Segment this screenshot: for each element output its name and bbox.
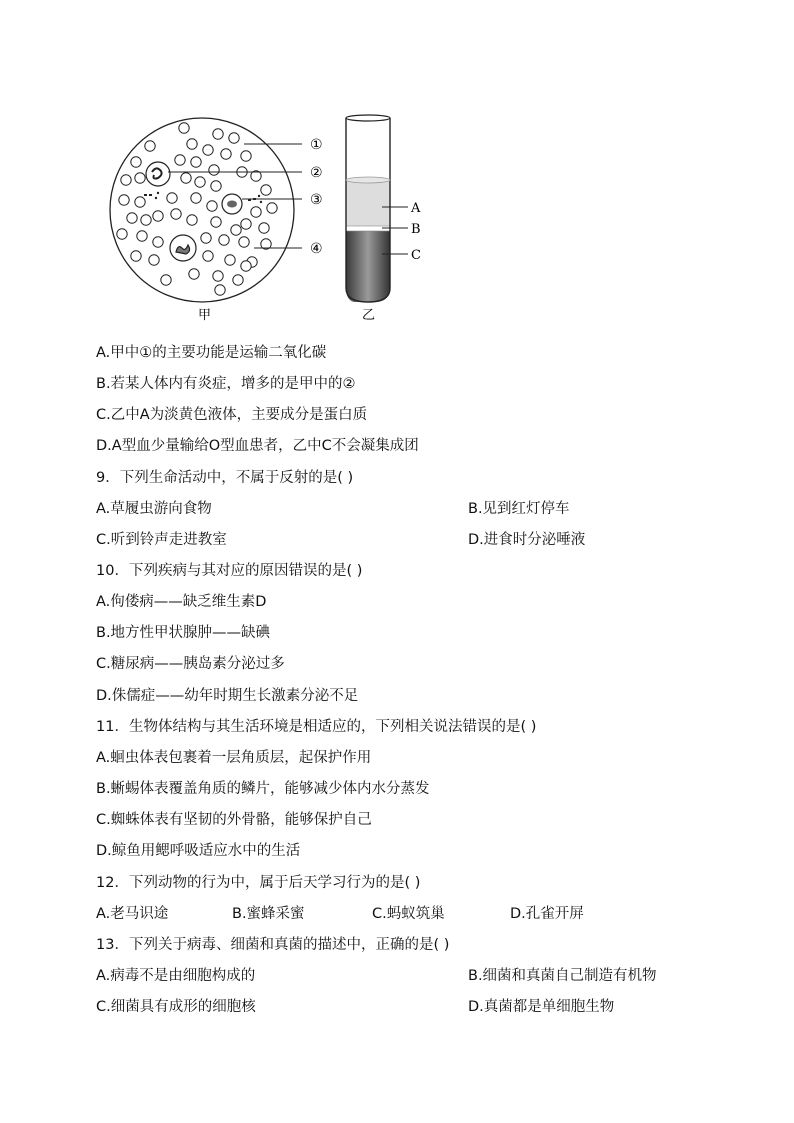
q8-option-b: B.若某人体内有炎症，增多的是甲中的② [96, 376, 356, 392]
q10-option-d: D.侏儒症——幼年时期生长激素分泌不足 [96, 688, 359, 704]
marker-2: ② [310, 165, 323, 181]
red-blood-cell [241, 151, 251, 161]
red-blood-cell [131, 157, 141, 167]
red-blood-cell [251, 207, 261, 217]
q11-option-b: B.蜥蜴体表覆盖角质的鳞片，能够减少体内水分蒸发 [96, 781, 430, 797]
q9-option-c: C.听到铃声走进教室 [96, 532, 227, 548]
q12-stem: 12．下列动物的行为中，属于后天学习行为的是( ) [96, 875, 421, 891]
q13-option-a: A.病毒不是由细胞构成的 [96, 968, 256, 984]
red-blood-cell [153, 237, 163, 247]
q9-options-row2 [96, 530, 696, 550]
q10-option-a: A.佝偻病——缺乏维生素D [96, 594, 267, 610]
caption-jia: 甲 [198, 308, 212, 323]
q9-option-a: A.草履虫游向食物 [96, 501, 212, 517]
tube-label-c: C [411, 248, 421, 263]
q13-options-row2 [96, 997, 696, 1017]
q10-option-b: B.地方性甲状腺肿——缺碘 [96, 625, 271, 641]
red-blood-cell [213, 271, 223, 281]
tube-label-a: A [411, 201, 421, 216]
white-blood-cell [146, 162, 170, 186]
red-blood-cell [191, 193, 201, 203]
red-blood-cell [175, 155, 185, 165]
red-blood-cell [211, 217, 221, 227]
red-blood-cell [203, 145, 213, 155]
q9-options-row1 [96, 499, 696, 519]
red-blood-cell [231, 225, 241, 235]
red-blood-cell [153, 211, 163, 221]
q13-option-b: B.细菌和真菌自己制造有机物 [468, 968, 657, 984]
red-blood-cell [187, 215, 197, 225]
q8-option-c: C.乙中A为淡黄色液体，主要成分是蛋白质 [96, 407, 368, 423]
red-blood-cell [221, 149, 231, 159]
blood-smear-circle [110, 118, 294, 302]
red-blood-cell [117, 229, 127, 239]
red-blood-cell [225, 255, 235, 265]
red-blood-cell [209, 165, 219, 175]
red-blood-cell [119, 195, 129, 205]
blood-figure [96, 110, 456, 325]
red-blood-cell [195, 177, 205, 187]
red-blood-cell [121, 175, 131, 185]
red-blood-cell [207, 201, 217, 211]
white-blood-cell [170, 235, 196, 261]
q8-option-a: A.甲中①的主要功能是运输二氧化碳 [96, 345, 327, 361]
red-blood-cell [219, 235, 229, 245]
red-blood-cell [189, 269, 199, 279]
red-blood-cell [233, 275, 243, 285]
red-blood-cell [131, 251, 141, 261]
q12-options-row [96, 904, 696, 924]
red-blood-cell [161, 275, 171, 285]
red-blood-cell [127, 213, 137, 223]
red-blood-cell [241, 219, 251, 229]
red-blood-cell [203, 251, 213, 261]
red-blood-cell [191, 157, 201, 167]
red-blood-cell [149, 255, 159, 265]
q9-stem: 9．下列生命活动中，不属于反射的是( ) [96, 470, 354, 486]
red-blood-cell [137, 231, 147, 241]
red-blood-cell [239, 237, 249, 247]
q13-option-c: C.细菌具有成形的细胞核 [96, 999, 256, 1015]
red-blood-cell [181, 173, 191, 183]
red-blood-cell [241, 261, 251, 271]
red-blood-cell [187, 139, 197, 149]
q10-option-c: C.糖尿病——胰岛素分泌过多 [96, 656, 285, 672]
red-blood-cell [259, 223, 269, 233]
red-blood-cell [167, 193, 177, 203]
q12-option-a: A.老马识途 [96, 906, 169, 922]
marker-1: ① [310, 137, 323, 153]
q11-option-d: D.鲸鱼用鳃呼吸适应水中的生活 [96, 843, 301, 859]
white-blood-cell [222, 194, 242, 214]
q10-stem: 10．下列疾病与其对应的原因错误的是( ) [96, 563, 363, 579]
q9-option-b: B.见到红灯停车 [468, 501, 570, 517]
caption-yi: 乙 [362, 308, 376, 323]
tube-label-b: B [411, 222, 421, 237]
q13-stem: 13．下列关于病毒、细菌和真菌的描述中，正确的是( ) [96, 937, 450, 953]
red-blood-cell [267, 203, 277, 213]
red-blood-cell [171, 209, 181, 219]
red-blood-cell [215, 285, 225, 295]
q9-option-d: D.进食时分泌唾液 [468, 532, 586, 548]
q13-option-d: D.真菌都是单细胞生物 [468, 999, 615, 1015]
marker-3: ③ [310, 192, 323, 208]
red-blood-cell [211, 181, 221, 191]
red-blood-cell [213, 129, 223, 139]
red-blood-cell [261, 185, 271, 195]
red-blood-cell [229, 133, 239, 143]
q13-options-row1 [96, 966, 696, 986]
red-blood-cell [179, 123, 189, 133]
q12-option-b: B.蜜蜂采蜜 [232, 906, 305, 922]
red-blood-cell [141, 215, 151, 225]
q11-stem: 11．生物体结构与其生活环境是相适应的，下列相关说法错误的是( ) [96, 719, 537, 735]
q11-option-c: C.蜘蛛体表有坚韧的外骨骼，能够保护自己 [96, 812, 372, 828]
q12-option-d: D.孔雀开屏 [510, 906, 584, 922]
q12-option-c: C.蚂蚁筑巢 [372, 906, 445, 922]
q11-option-a: A.蛔虫体表包裹着一层角质层，起保护作用 [96, 750, 372, 766]
red-blood-cell [135, 197, 145, 207]
q8-option-d: D.A型血少量输给O型血患者，乙中C不会凝集成团 [96, 438, 419, 454]
red-blood-cell [201, 233, 211, 243]
marker-4: ④ [310, 241, 323, 257]
red-blood-cell [145, 141, 155, 151]
red-blood-cell [135, 173, 145, 183]
test-tube [346, 115, 390, 302]
